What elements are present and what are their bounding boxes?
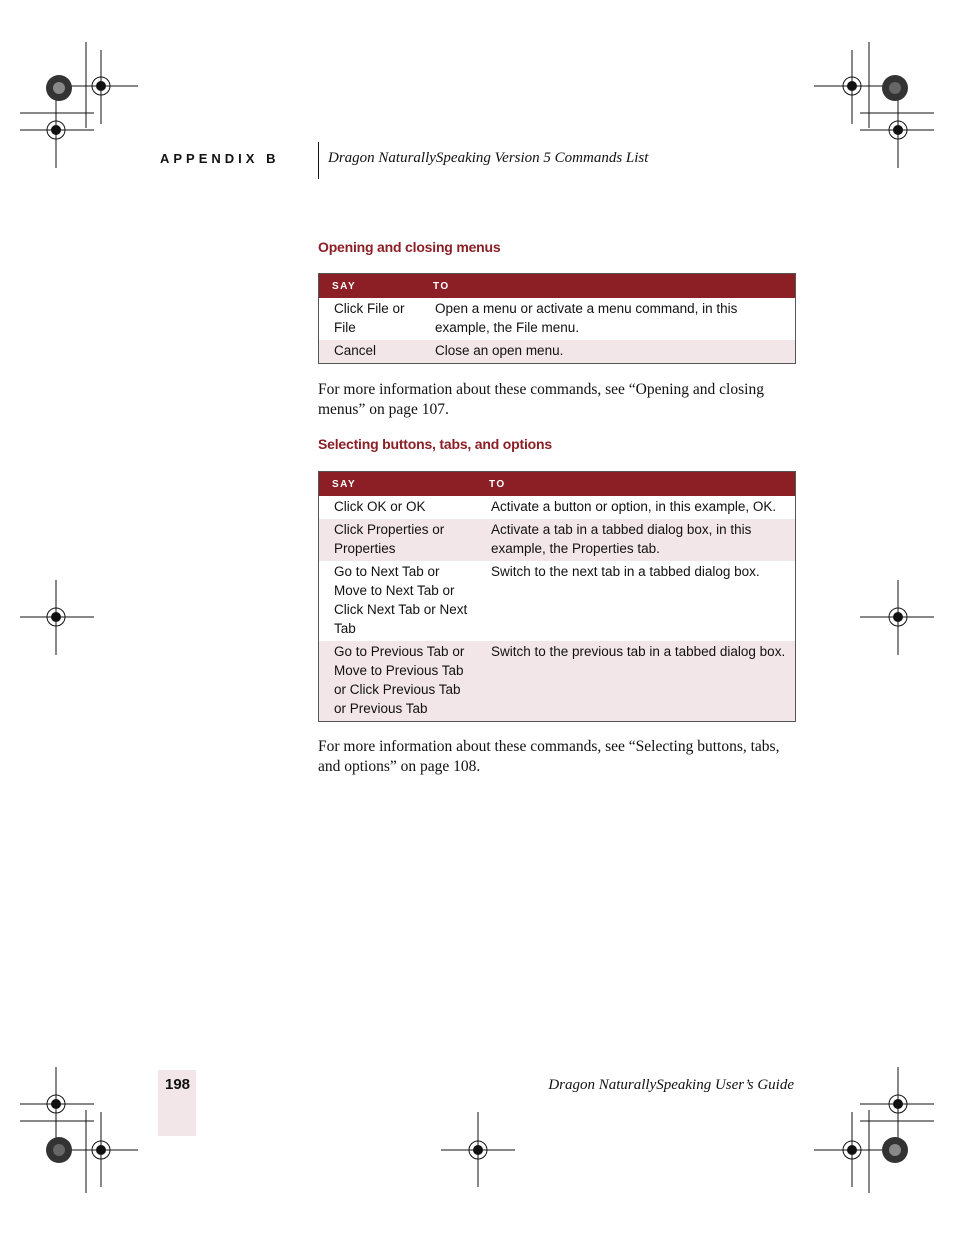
running-header-title: Dragon NaturallySpeaking Version 5 Commands List bbox=[328, 150, 649, 166]
menus-reference-note: For more information about these commands, see “Opening and closing menus” on page 107. bbox=[318, 381, 764, 418]
table-header-row bbox=[319, 472, 796, 497]
table-header-row bbox=[319, 274, 796, 299]
say-cell: Go to Next Tab or Move to Next Tab or Click Next Tab or Next Tab bbox=[334, 564, 468, 636]
say-cell bbox=[319, 298, 421, 340]
say-text: Click File or File bbox=[334, 301, 405, 335]
table-row bbox=[319, 340, 796, 364]
table-row bbox=[319, 496, 796, 519]
column-header-say: SAY bbox=[319, 472, 477, 497]
table-row bbox=[319, 561, 796, 641]
section-heading-menus: Opening and closing menus bbox=[318, 239, 501, 255]
to-cell: Close an open menu. bbox=[420, 340, 796, 364]
column-header-to: TO bbox=[420, 274, 796, 299]
to-cell: Open a menu or activate a menu command, in this example, the File menu. bbox=[435, 301, 738, 335]
column-header-say: SAY bbox=[319, 274, 421, 299]
say-cell: Cancel bbox=[319, 340, 421, 364]
table-row bbox=[319, 519, 796, 561]
say-cell: Click OK or OK bbox=[334, 499, 426, 514]
column-header-to: TO bbox=[476, 472, 796, 497]
running-footer-title: Dragon NaturallySpeaking User’s Guide bbox=[548, 1077, 794, 1093]
to-cell: Activate a tab in a tabbed dialog box, in this example, the Properties tab. bbox=[476, 519, 796, 561]
page-number-tab bbox=[158, 1070, 196, 1136]
to-cell: Switch to the next tab in a tabbed dialog box. bbox=[491, 564, 760, 579]
page-number: 198 bbox=[165, 1076, 191, 1093]
menus-command-table bbox=[318, 273, 796, 364]
say-cell: Click Properties or Properties bbox=[319, 519, 477, 561]
to-cell: Activate a button or option, in this example, OK. bbox=[491, 499, 777, 514]
table-row bbox=[319, 298, 796, 340]
buttons-command-table bbox=[318, 471, 796, 722]
section-heading-buttons: Selecting buttons, tabs, and options bbox=[318, 436, 552, 452]
say-cell: Go to Previous Tab or Move to Previous Tab or Click Previous Tab or Previous Tab bbox=[319, 641, 477, 722]
table-row bbox=[319, 641, 796, 722]
header-divider bbox=[318, 142, 319, 179]
to-cell: Switch to the previous tab in a tabbed dialog box. bbox=[476, 641, 796, 722]
buttons-reference-note: For more information about these commands, see “Selecting buttons, tabs, and options” on page 108. bbox=[318, 738, 780, 775]
appendix-label: APPENDIX B bbox=[160, 151, 280, 166]
